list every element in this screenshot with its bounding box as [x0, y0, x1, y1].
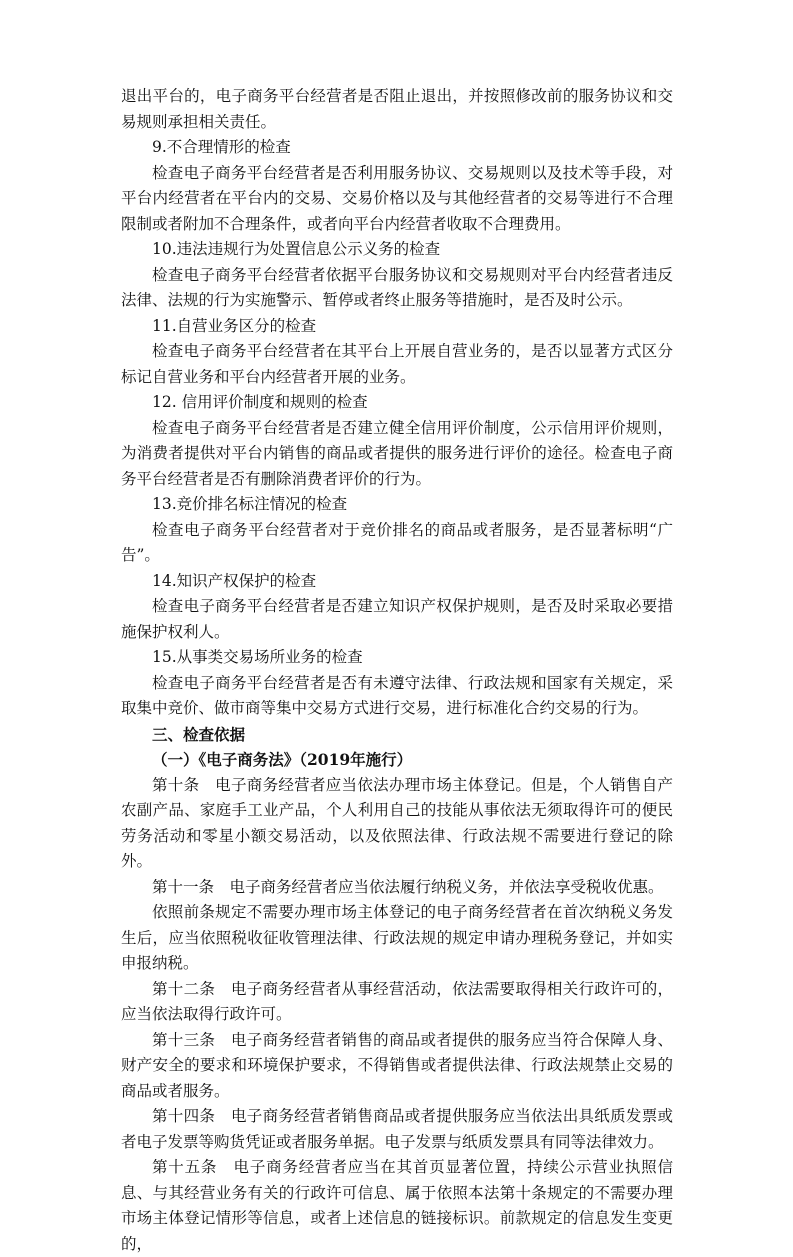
item-10-paragraph: 检查电子商务平台经营者依据平台服务协议和交易规则对平台内经营者违反法律、法规的行为实施警示、暂停或者终止服务等措施时，是否及时公示。 — [121, 265, 673, 309]
article-12-paragraph: 第十二条 电子商务经营者从事经营活动，依法需要取得相关行政许可的，应当依法取得行政许可。 — [121, 979, 673, 1023]
continued-paragraph: 退出平台的，电子商务平台经营者是否阻止退出，并按照修改前的服务协议和交易规则承担相关责任。 — [121, 87, 673, 131]
item-15-paragraph: 检查电子商务平台经营者是否有未遵守法律、行政法规和国家有关规定，采取集中竞价、做市商等集中交易方式进行交易，进行标准化合约交易的行为。 — [121, 673, 673, 717]
article-14-paragraph: 第十四条 电子商务经营者销售商品或者提供服务应当依法出具纸质发票或者电子发票等购货凭证或者服务单据。电子发票与纸质发票具有同等法律效力。 — [121, 1107, 673, 1151]
item-10-heading: 10.违法违规行为处置信息公示义务的检查 — [152, 240, 441, 258]
item-13-paragraph: 检查电子商务平台经营者对于竞价排名的商品或者服务，是否显著标明“广告”。 — [121, 520, 673, 564]
section-3-heading: 三、检查依据 — [152, 724, 246, 744]
item-9-heading: 9.不合理情形的检查 — [152, 138, 291, 156]
item-11-heading: 11.自营业务区分的检查 — [152, 316, 317, 335]
item-14-heading: 14.知识产权保护的检查 — [152, 571, 317, 590]
article-11-paragraph-2: 依照前条规定不需要办理市场主体登记的电子商务经营者在首次纳税义务发生后，应当依照税收征收管理法律、行政法规的规定申请办理税务登记，并如实申报纳税。 — [121, 903, 673, 972]
item-15-heading: 15.从事类交易场所业务的检查 — [152, 648, 363, 666]
subsection-1-heading: （一）《电子商务法》（2019年施行） — [152, 750, 413, 769]
article-11-paragraph: 第十一条 电子商务经营者应当依法履行纳税义务，并依法享受税收优惠。 — [152, 877, 664, 896]
item-14-paragraph: 检查电子商务平台经营者是否建立知识产权保护规则，是否及时采取必要措施保护权利人。 — [121, 597, 673, 641]
article-15-paragraph: 第十五条 电子商务经营者应当在其首页显著位置，持续公示营业执照信息、与其经营业务有关的行政许可信息、属于依照本法第十条规定的不需要办理市场主体登记情形等信息，或者上述信息的链接标识。前款规定的信息发生变更的， — [121, 1158, 673, 1253]
item-12-paragraph: 检查电子商务平台经营者是否建立健全信用评价制度，公示信用评价规则，为消费者提供对平台内销售的商品或者提供的服务进行评价的途径。检查电子商务平台经营者是否有删除消费者评价的行为。 — [121, 418, 673, 488]
item-13-heading: 13.竞价排名标注情况的检查 — [152, 495, 348, 513]
item-9-paragraph: 检查电子商务平台经营者是否利用服务协议、交易规则以及技术等手段，对平台内经营者在平台内的交易、交易价格以及与其他经营者的交易等进行不合理限制或者附加不合理条件，或者向平台内经营者收取不合理费用。 — [121, 163, 673, 233]
item-12-heading: 12. 信用评价制度和规则的检查 — [152, 393, 368, 411]
item-11-paragraph: 检查电子商务平台经营者在其平台上开展自营业务的，是否以显著方式区分标记自营业务和平台内经营者开展的业务。 — [121, 342, 673, 386]
article-13-paragraph: 第十三条 电子商务经营者销售的商品或者提供的服务应当符合保障人身、财产安全的要求和环境保护要求，不得销售或者提供法律、行政法规禁止交易的商品或者服务。 — [121, 1030, 673, 1100]
article-10-paragraph: 第十条 电子商务经营者应当依法办理市场主体登记。但是，个人销售自产农副产品、家庭手工业产品，个人利用自己的技能从事依法无须取得许可的便民劳务活动和零星小额交易活动，以及依照法律、行政法规不需要进行登记的除外。 — [121, 775, 673, 870]
